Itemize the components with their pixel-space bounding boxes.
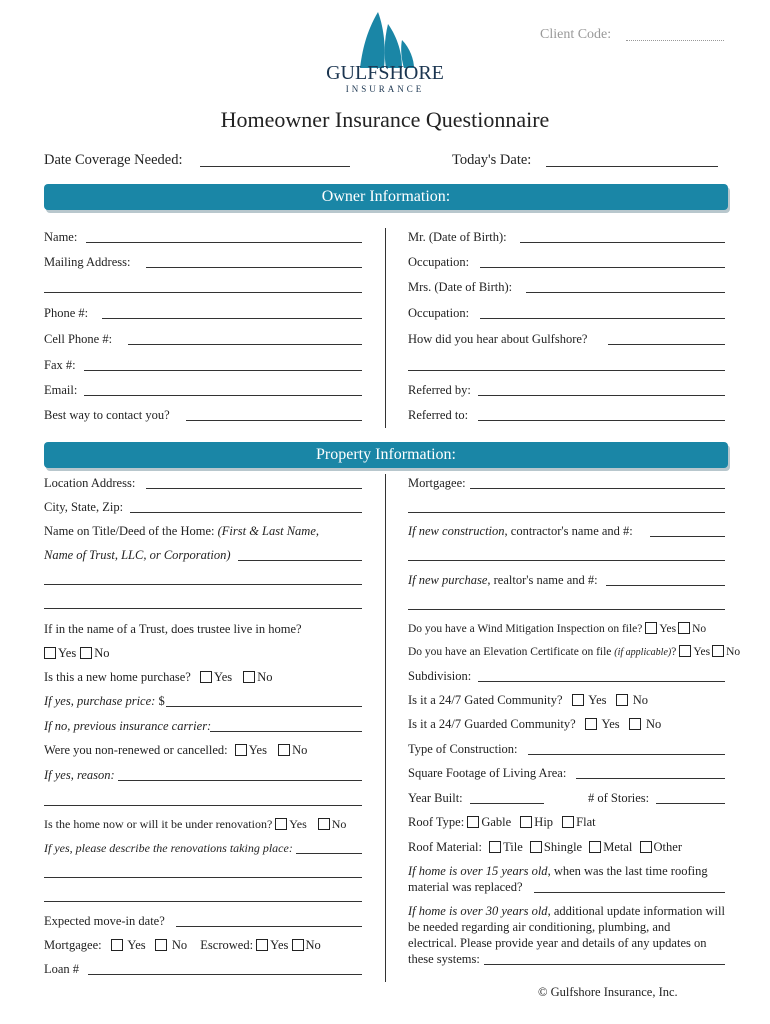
gulfshore-logo bbox=[322, 10, 448, 96]
escrowed-no-label: No bbox=[305, 938, 321, 952]
reason-field[interactable] bbox=[118, 780, 362, 781]
purchase-price-text: If yes, purchase price: bbox=[44, 694, 156, 708]
client-code-label: Client Code: bbox=[540, 27, 612, 42]
wind-no-label: No bbox=[692, 623, 707, 635]
title-name-label bbox=[44, 524, 319, 538]
subdivision-field[interactable] bbox=[478, 681, 725, 682]
over30-field[interactable] bbox=[484, 964, 725, 965]
occupation2-field[interactable] bbox=[480, 318, 725, 319]
stories-label: # of Stories: bbox=[588, 791, 650, 805]
occupation1-field[interactable] bbox=[480, 267, 725, 268]
mortgagee-yes-label: Yes bbox=[127, 938, 146, 952]
shingle-checkbox[interactable] bbox=[530, 841, 542, 853]
metal-checkbox[interactable] bbox=[589, 841, 601, 853]
guarded-text: Is it a 24/7 Guarded Community? bbox=[408, 717, 576, 731]
location-field[interactable] bbox=[146, 488, 362, 489]
owner-info-banner: Owner Information: bbox=[44, 184, 728, 210]
roof-type-label: Roof Type: bbox=[408, 815, 465, 829]
wind-text: Do you have a Wind Mitigation Inspection on file? bbox=[408, 623, 643, 635]
over15-text: , when was the last time roofing bbox=[547, 864, 708, 878]
todays-date-label: Today's Date: bbox=[452, 152, 532, 168]
wind-question bbox=[408, 622, 706, 636]
logo-sub: INSURANCE bbox=[345, 84, 425, 94]
sqft-field[interactable] bbox=[576, 778, 725, 779]
hip-checkbox[interactable] bbox=[520, 816, 532, 828]
renovation-no-checkbox[interactable] bbox=[318, 818, 330, 830]
mailing-label: Mailing Address: bbox=[44, 255, 131, 269]
best-way-field[interactable] bbox=[186, 420, 362, 421]
renovation-yes-label: Yes bbox=[289, 817, 307, 831]
over30-italic: If home is over 30 years old bbox=[408, 904, 548, 918]
year-built-field[interactable] bbox=[470, 803, 544, 804]
guarded-question bbox=[408, 717, 661, 731]
sail-icon bbox=[322, 10, 448, 70]
date-coverage-field[interactable] bbox=[200, 166, 350, 167]
name-label: Name: bbox=[44, 230, 78, 244]
gated-no-label: No bbox=[632, 693, 649, 707]
gated-text: Is it a 24/7 Gated Community? bbox=[408, 693, 563, 707]
subdivision-label: Subdivision: bbox=[408, 669, 472, 683]
new-purchase-no-checkbox[interactable] bbox=[243, 671, 255, 683]
new-purchase-text: Is this a new home purchase? bbox=[44, 670, 191, 684]
fax-field[interactable] bbox=[84, 370, 362, 371]
mrs-dob-label: Mrs. (Date of Birth): bbox=[408, 280, 513, 294]
purchase-price-label bbox=[44, 694, 165, 708]
gable-label: Gable bbox=[481, 815, 512, 829]
over15-field[interactable] bbox=[534, 892, 725, 893]
over30-label-4: these systems: bbox=[408, 952, 480, 966]
referred-by-field[interactable] bbox=[478, 395, 725, 396]
occupation1-label: Occupation: bbox=[408, 255, 470, 269]
how-hear-field-2[interactable] bbox=[408, 370, 725, 371]
mortgagee-no-checkbox[interactable] bbox=[155, 939, 167, 951]
guarded-yes-label: Yes bbox=[601, 717, 620, 731]
over30-label-3: electrical. Please provide year and details of any updates on bbox=[408, 936, 707, 950]
over15-italic: If home is over 15 years old bbox=[408, 864, 548, 878]
wind-no-checkbox[interactable] bbox=[678, 622, 690, 634]
reason-label: If yes, reason: bbox=[44, 768, 115, 782]
escrowed-yes-label: Yes bbox=[270, 938, 289, 952]
reason-field-2[interactable] bbox=[44, 805, 362, 806]
roof-material-label: Roof Material: bbox=[408, 840, 482, 854]
wind-yes-label: Yes bbox=[659, 623, 677, 635]
location-label: Location Address: bbox=[44, 476, 136, 490]
renovation-no-label: No bbox=[331, 817, 347, 831]
occupation2-label: Occupation: bbox=[408, 306, 470, 320]
elevation-no-label: No bbox=[726, 646, 741, 658]
mr-dob-field[interactable] bbox=[520, 242, 725, 243]
title-name-italic: (First & Last Name, bbox=[217, 524, 319, 538]
new-purchase-no-label: No bbox=[257, 670, 273, 684]
new-purchase-realtor-field[interactable] bbox=[606, 585, 725, 586]
new-purchase-question bbox=[44, 670, 273, 684]
over15-label-2: material was replaced? bbox=[408, 880, 523, 894]
footer-copyright: © Gulfshore Insurance, Inc. bbox=[538, 985, 678, 999]
loan-field[interactable] bbox=[88, 974, 362, 975]
title-name-field-3[interactable] bbox=[44, 608, 362, 609]
gable-checkbox[interactable] bbox=[467, 816, 479, 828]
guarded-no-label: No bbox=[645, 717, 662, 731]
metal-label: Metal bbox=[603, 840, 633, 854]
elevation-question bbox=[408, 645, 740, 660]
over30-label-2: be needed regarding air conditioning, plumbing, and bbox=[408, 920, 671, 934]
flat-label: Flat bbox=[576, 815, 596, 829]
roof-type-row bbox=[408, 815, 596, 829]
email-field[interactable] bbox=[84, 395, 362, 396]
renovation-desc-label: If yes, please describe the renovations taking place: bbox=[44, 841, 293, 855]
cell-field[interactable] bbox=[128, 344, 362, 345]
guarded-no-checkbox[interactable] bbox=[629, 718, 641, 730]
fax-label: Fax #: bbox=[44, 358, 76, 372]
new-construction-label bbox=[408, 524, 633, 538]
referred-to-field[interactable] bbox=[478, 420, 725, 421]
elevation-yes-label: Yes bbox=[693, 646, 711, 658]
nonrenewed-text: Were you non-renewed or cancelled: bbox=[44, 743, 228, 757]
new-construction-text: , contractor's name and #: bbox=[504, 524, 633, 538]
dollar-sign: $ bbox=[158, 694, 165, 708]
escrowed-yes-checkbox[interactable] bbox=[256, 939, 268, 951]
gated-question bbox=[408, 693, 648, 707]
mortgagee-label: Mortgagee: bbox=[44, 938, 102, 952]
page-title: Homeowner Insurance Questionnaire bbox=[220, 107, 550, 132]
over30-label bbox=[408, 904, 725, 918]
loan-label: Loan # bbox=[44, 962, 80, 976]
logo-name: GULFSHORE bbox=[326, 62, 444, 84]
new-purchase-realtor-field-2[interactable] bbox=[408, 609, 725, 610]
mailing-field[interactable] bbox=[146, 267, 362, 268]
prev-carrier-label: If no, previous insurance carrier: bbox=[44, 719, 212, 733]
title-name-label-2: Name of Trust, LLC, or Corporation) bbox=[44, 548, 231, 562]
renovation-yes-checkbox[interactable] bbox=[275, 818, 287, 830]
trust-no-label: No bbox=[94, 646, 110, 660]
gated-no-checkbox[interactable] bbox=[616, 694, 628, 706]
mortgagee-escrow-row bbox=[44, 938, 321, 952]
title-name-field[interactable] bbox=[238, 560, 362, 561]
new-construction-field-2[interactable] bbox=[408, 560, 725, 561]
new-construction-field[interactable] bbox=[650, 536, 725, 537]
tile-checkbox[interactable] bbox=[489, 841, 501, 853]
other-label: Other bbox=[653, 840, 682, 854]
construction-field[interactable] bbox=[528, 754, 725, 755]
phone-field[interactable] bbox=[102, 318, 362, 319]
mortgagee-yes-checkbox[interactable] bbox=[111, 939, 123, 951]
elevation-text: Do you have an Elevation Certificate on file bbox=[408, 646, 612, 658]
year-built-label: Year Built: bbox=[408, 791, 463, 805]
flat-checkbox[interactable] bbox=[562, 816, 574, 828]
gated-yes-checkbox[interactable] bbox=[572, 694, 584, 706]
sqft-label: Square Footage of Living Area: bbox=[408, 766, 567, 780]
trust-yes-label: Yes bbox=[58, 646, 77, 660]
renovation-desc-field[interactable] bbox=[296, 853, 362, 854]
stories-field[interactable] bbox=[656, 803, 725, 804]
move-in-field[interactable] bbox=[176, 926, 362, 927]
tile-label: Tile bbox=[503, 840, 523, 854]
elevation-yes-checkbox[interactable] bbox=[679, 645, 691, 657]
r-mortgagee-field[interactable] bbox=[470, 488, 725, 489]
owner-divider bbox=[385, 228, 386, 428]
r-mortgagee-field-2[interactable] bbox=[408, 512, 725, 513]
trust-question: If in the name of a Trust, does trustee live in home? bbox=[44, 622, 302, 636]
city-label: City, State, Zip: bbox=[44, 500, 124, 514]
title-name-text: Name on Title/Deed of the Home: bbox=[44, 524, 215, 538]
how-hear-field[interactable] bbox=[608, 344, 725, 345]
best-way-label: Best way to contact you? bbox=[44, 408, 170, 422]
shingle-label: Shingle bbox=[543, 840, 583, 854]
guarded-yes-checkbox[interactable] bbox=[585, 718, 597, 730]
escrowed-label: Escrowed: bbox=[200, 938, 254, 952]
city-field[interactable] bbox=[130, 512, 362, 513]
hip-label: Hip bbox=[534, 815, 554, 829]
client-code-field[interactable] bbox=[626, 40, 724, 41]
purchase-price-field[interactable] bbox=[166, 706, 362, 707]
new-purchase-yes-checkbox[interactable] bbox=[200, 671, 212, 683]
how-hear-label: How did you hear about Gulfshore? bbox=[408, 332, 588, 346]
new-purchase-realtor-text: , realtor's name and #: bbox=[487, 573, 598, 587]
trust-options bbox=[44, 646, 109, 660]
phone-label: Phone #: bbox=[44, 306, 89, 320]
trust-no-checkbox[interactable] bbox=[80, 647, 92, 659]
todays-date-field[interactable] bbox=[546, 166, 718, 167]
trust-yes-checkbox[interactable] bbox=[44, 647, 56, 659]
referred-by-label: Referred by: bbox=[408, 383, 471, 397]
roof-material-row bbox=[408, 840, 682, 854]
property-divider bbox=[385, 474, 386, 982]
title-name-field-2[interactable] bbox=[44, 584, 362, 585]
mortgagee-no-label: No bbox=[171, 938, 188, 952]
nonrenewed-no-label: No bbox=[292, 743, 308, 757]
mr-dob-label: Mr. (Date of Birth): bbox=[408, 230, 507, 244]
cell-label: Cell Phone #: bbox=[44, 332, 113, 346]
elevation-italic: (if applicable) bbox=[614, 647, 672, 658]
construction-label: Type of Construction: bbox=[408, 742, 518, 756]
referred-to-label: Referred to: bbox=[408, 408, 469, 422]
r-mortgagee-label: Mortgagee: bbox=[408, 476, 466, 490]
nonrenewed-yes-checkbox[interactable] bbox=[235, 744, 247, 756]
property-info-banner: Property Information: bbox=[44, 442, 728, 468]
prev-carrier-field[interactable] bbox=[210, 731, 362, 732]
date-coverage-label: Date Coverage Needed: bbox=[44, 152, 183, 168]
over15-label bbox=[408, 864, 708, 878]
nonrenewed-question bbox=[44, 743, 307, 757]
move-in-label: Expected move-in date? bbox=[44, 914, 165, 928]
new-construction-italic: If new construction bbox=[408, 524, 505, 538]
gated-yes-label: Yes bbox=[588, 693, 607, 707]
mrs-dob-field[interactable] bbox=[526, 292, 725, 293]
new-purchase-realtor-label bbox=[408, 573, 598, 587]
name-field[interactable] bbox=[86, 242, 362, 243]
wind-yes-checkbox[interactable] bbox=[645, 622, 657, 634]
elevation-qmark: ? bbox=[671, 646, 677, 658]
new-purchase-italic: If new purchase bbox=[408, 573, 488, 587]
nonrenewed-yes-label: Yes bbox=[248, 743, 267, 757]
renovation-desc-field-2[interactable] bbox=[44, 877, 362, 878]
nonrenewed-no-checkbox[interactable] bbox=[278, 744, 290, 756]
other-checkbox[interactable] bbox=[640, 841, 652, 853]
renovation-question bbox=[44, 817, 346, 831]
over30-text: , additional update information will bbox=[547, 904, 725, 918]
escrowed-no-checkbox[interactable] bbox=[292, 939, 304, 951]
elevation-no-checkbox[interactable] bbox=[712, 645, 724, 657]
mailing-field-2[interactable] bbox=[44, 292, 362, 293]
renovation-desc-field-3[interactable] bbox=[44, 901, 362, 902]
new-purchase-yes-label: Yes bbox=[213, 670, 233, 684]
renovation-text: Is the home now or will it be under renovation? bbox=[44, 817, 273, 831]
email-label: Email: bbox=[44, 383, 78, 397]
